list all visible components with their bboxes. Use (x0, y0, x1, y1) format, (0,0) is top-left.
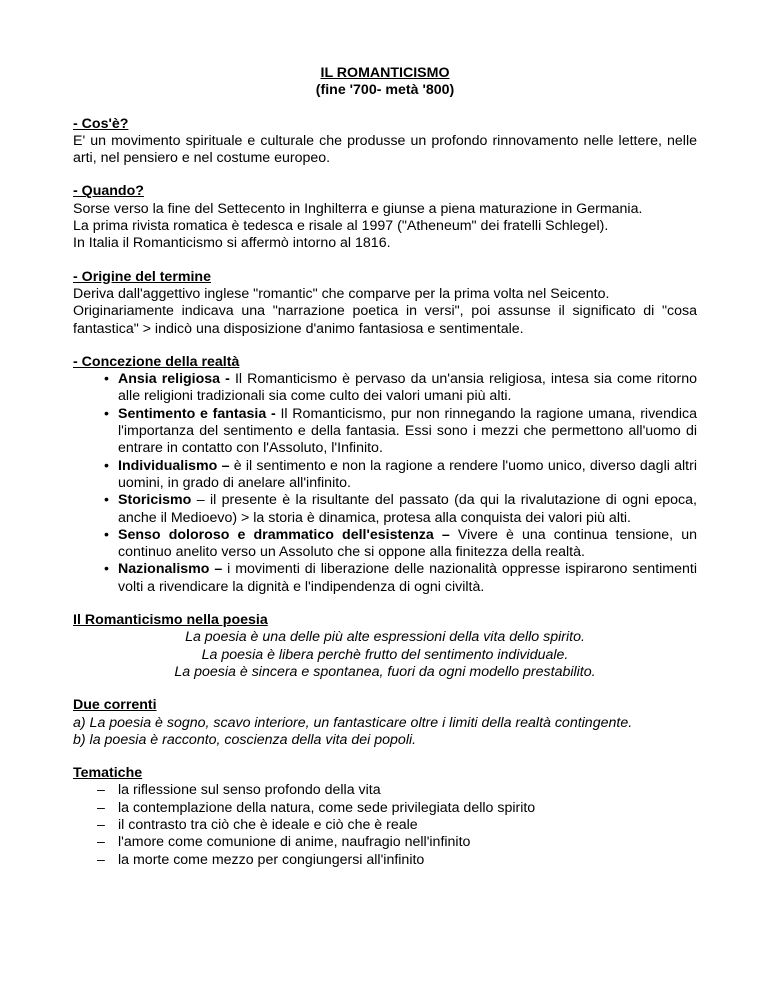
paragraph: a) La poesia è sogno, scavo interiore, un fantasticare oltre i limiti della realtà contingente. (73, 714, 633, 731)
document-page (73, 65, 697, 885)
bullet-icon: • (104, 457, 109, 474)
dash-icon: – (97, 816, 105, 833)
list-item (73, 782, 697, 799)
list-item-text: è il sentimento e non la ragione a rendere l'uomo unico, diverso dagli altri uomini, in grado di anelare all'infinito. (118, 457, 697, 491)
list-item-term: Senso doloroso e drammatico dell'esistenza – (118, 526, 450, 543)
dash-icon: – (97, 799, 105, 816)
dash-icon: – (97, 851, 105, 868)
list-item-text: – il presente è la risultante del passato (da qui la rivalutazione di ogni epoca, anche il Medioevo) > la storia è dinamica, protesa alla conquista dei valori più alti. (118, 492, 697, 526)
paragraph: b) la poesia è racconto, coscienza della vita dei popoli. (73, 731, 417, 748)
list-item-term: Storicismo (118, 492, 192, 509)
paragraph: La prima rivista romatica è tedesca e risale al 1997 ("Atheneum" dei fratelli Schlegel). (73, 218, 609, 235)
list-item-text: la morte come mezzo per congiungersi all'infinito (118, 851, 425, 868)
title-block (73, 65, 697, 100)
list-item (73, 371, 697, 406)
paragraph: Sorse verso la fine del Settecento in Inghilterra e giunse a piena maturazione in Germania. (73, 200, 643, 217)
list-item-text: Vivere è una continua tensione, un continuo anelito verso un Assoluto che si oppone alla finitezza della realtà. (118, 526, 698, 561)
section-heading: - Cos'è? (73, 115, 129, 132)
bullet-icon: • (104, 405, 109, 422)
list-item-text: la riflessione sul senso profondo della vita (118, 782, 381, 799)
paragraph: E' un movimento spirituale e culturale che produsse un profondo rinnovamento nelle lettere, nelle arti, nel pensiero e nel costume europeo. (73, 132, 697, 167)
paragraph: Originariamente indicava una "narrazione poetica in versi", poi assunse il significato di "cosa fantastica" > indicò una disposizione d'animo fantasiosa e sentimentale. (73, 303, 697, 337)
section-heading: - Origine del termine (73, 268, 211, 285)
section-heading: - Quando? (73, 183, 144, 200)
list-item (73, 561, 697, 596)
list-item (73, 406, 697, 458)
list-item-text: i movimenti di liberazione delle nazionalità oppresse ispirarono sentimenti volti a rivendicare la dignità e l'indipendenza di ogni civiltà. (118, 561, 697, 595)
paragraph: Deriva dall'aggettivo inglese "romantic" che comparve per la prima volta nel Seicento. (73, 285, 610, 302)
section-heading: Tematiche (73, 765, 143, 782)
dash-icon: – (97, 782, 105, 799)
bullet-icon: • (104, 561, 109, 578)
document-subtitle: (fine '700- metà '800) (315, 82, 455, 99)
list-item (73, 800, 697, 817)
list-item (73, 834, 697, 851)
section-origine (73, 269, 697, 338)
list-item-text: la contemplazione della natura, come sede privilegiata dello spirito (118, 799, 536, 816)
list-item-text: il contrasto tra ciò che è ideale e ciò che è reale (118, 816, 418, 833)
section-poesia (73, 612, 697, 681)
quote-line: La poesia è una delle più alte espressioni della vita dello spirito. (185, 629, 585, 646)
quote-line: La poesia è libera perchè frutto del sentimento individuale. (201, 646, 569, 663)
bullet-icon: • (104, 492, 109, 509)
list-item-term: Sentimento e fantasia - (118, 405, 276, 422)
section-tematiche (73, 765, 697, 869)
list-item (73, 817, 697, 834)
list-item-term: Ansia religiosa - (118, 371, 230, 388)
section-heading: Due correnti (73, 697, 157, 714)
section-correnti (73, 697, 697, 749)
list-item-term: Individualismo – (118, 457, 230, 474)
list-item (73, 458, 697, 493)
section-quando (73, 183, 697, 252)
bullet-list (73, 371, 697, 596)
dash-list (73, 782, 697, 868)
document-title: IL ROMANTICISMO (320, 65, 450, 81)
list-item (73, 852, 697, 869)
bullet-icon: • (104, 371, 109, 388)
list-item-text: Il Romanticismo, pur non rinnegando la ragione umana, rivendica l'importanza del sentimento e della fantasia. Essi sono i mezzi che permettono all'uomo di entrare in contatto con l'Assoluto, l'Infinito. (118, 405, 697, 457)
list-item-term: Nazionalismo – (118, 561, 223, 578)
paragraph: In Italia il Romanticismo si affermò intorno al 1816. (73, 235, 391, 252)
section-concezione (73, 354, 697, 596)
section-heading: Il Romanticismo nella poesia (73, 612, 268, 629)
section-heading: - Concezione della realtà (73, 353, 240, 370)
bullet-icon: • (104, 526, 109, 543)
list-item-text: l'amore come comunione di anime, naufragio nell'infinito (118, 834, 471, 851)
dash-icon: – (97, 834, 105, 851)
list-item-text: Il Romanticismo è pervaso da un'ansia religiosa, intesa sia come ritorno alle religioni tradizionali sia come culto dei valori umani più alti. (118, 371, 698, 405)
list-item (73, 527, 697, 562)
section-cosa (73, 116, 697, 168)
quote-line: La poesia è sincera e spontanea, fuori da ogni modello prestabilito. (174, 663, 596, 680)
list-item (73, 492, 697, 527)
